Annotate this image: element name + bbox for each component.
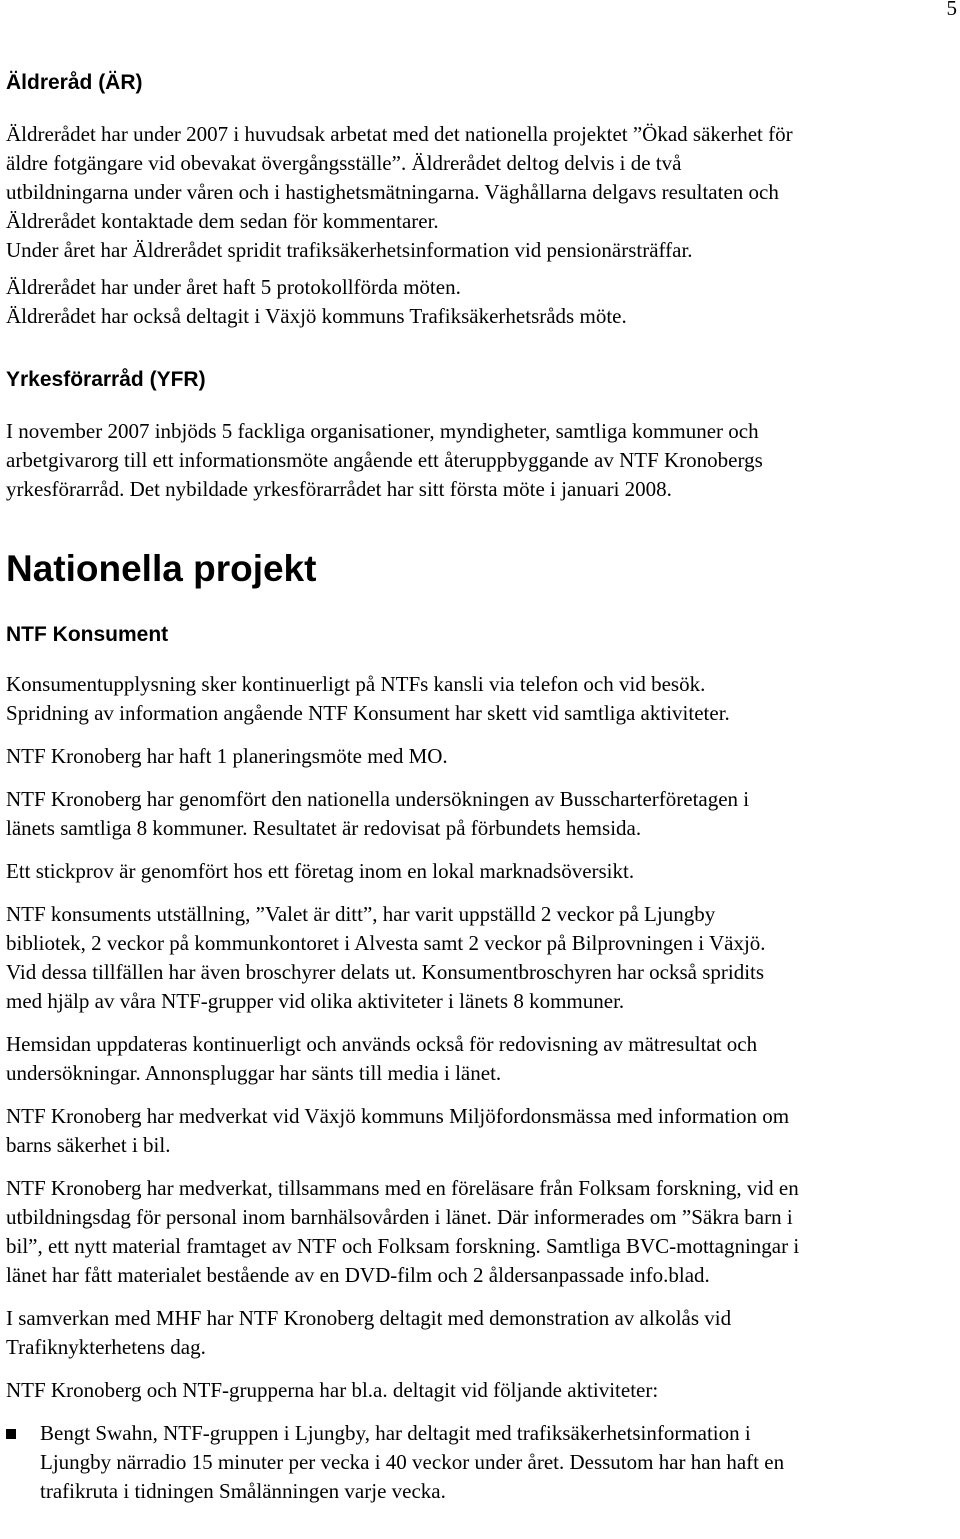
- text-line: äldre fotgängare vid obevakat övergångsställe”. Äldrerådet deltog delvis i de två: [6, 151, 682, 175]
- paragraph-konsument-1: [6, 670, 958, 728]
- text-line: länet har fått materialet bestående av en DVD-film och 2 åldersanpassade info.blad.: [6, 1263, 710, 1287]
- text-line: NTF konsuments utställning, ”Valet är ditt”, har varit uppställd 2 veckor på Ljungby: [6, 902, 716, 926]
- text-line: bil”, ett nytt material framtaget av NTF och Folksam forskning. Samtliga BVC-mottagningar i: [6, 1234, 800, 1258]
- text-line: NTF Kronoberg har genomfört den nationella undersökningen av Busscharterföretagen i: [6, 787, 750, 811]
- text-line: yrkesförarråd. Det nybildade yrkesförarrådet har sitt första möte i januari 2008.: [6, 477, 672, 501]
- text-line: Äldrerådet har också deltagit i Växjö kommuns Trafiksäkerhetsråds möte.: [6, 304, 627, 328]
- text-line: NTF Kronoberg och NTF-grupperna har bl.a. deltagit vid följande aktiviteter:: [6, 1378, 659, 1402]
- paragraph-konsument-7: [6, 1102, 958, 1160]
- text-line: Äldrerådet har under 2007 i huvudsak arbetat med det nationella projektet ”Ökad säkerhet för: [6, 122, 793, 146]
- list-item: [6, 1419, 958, 1506]
- text-line: I november 2007 inbjöds 5 fackliga organisationer, myndigheter, samtliga kommuner och: [6, 419, 759, 443]
- text-line: Äldrerådet har under året haft 5 protokollförda möten.: [6, 275, 461, 299]
- paragraph-konsument-4: [6, 857, 958, 886]
- paragraph-aldrerad-2: [6, 273, 958, 331]
- text-line: utbildningarna under våren och i hastighetsmätningarna. Väghållarna delgavs resultaten och: [6, 180, 779, 204]
- heading-ntf-konsument: NTF Konsument: [6, 623, 169, 646]
- text-line: Trafiknykterhetens dag.: [6, 1335, 206, 1359]
- text-line: bibliotek, 2 veckor på kommunkontoret i Alvesta samt 2 veckor på Bilprovningen i Växjö.: [6, 931, 766, 955]
- text-line: trafikruta i tidningen Smålänningen varje vecka.: [40, 1479, 446, 1503]
- heading-nationella-projekt: Nationella projekt: [6, 548, 317, 589]
- text-line: med hjälp av våra NTF-grupper vid olika aktiviteter i länets 8 kommuner.: [6, 989, 625, 1013]
- text-line: Spridning av information angående NTF Konsument har skett vid samtliga aktiviteter.: [6, 701, 730, 725]
- text-line: utbildningsdag för personal inom barnhälsovården i länet. Där informerades om ”Säkra barn i: [6, 1205, 793, 1229]
- activity-list: [6, 1419, 958, 1506]
- text-line: NTF Kronoberg har medverkat vid Växjö kommuns Miljöfordonsmässa med information om: [6, 1104, 790, 1128]
- paragraph-konsument-10: [6, 1376, 958, 1405]
- text-line: Konsumentupplysning sker kontinuerligt på NTFs kansli via telefon och vid besök.: [6, 672, 706, 696]
- paragraph-yrkesforarrad: [6, 417, 958, 504]
- text-line: Äldrerådet kontaktade dem sedan för kommentarer.: [6, 209, 439, 233]
- text-line: Ett stickprov är genomfört hos ett företag inom en lokal marknadsöversikt.: [6, 859, 635, 883]
- text-line: arbetgivarorg till ett informationsmöte angående ett återuppbyggande av NTF Kronobergs: [6, 448, 763, 472]
- text-line: länets samtliga 8 kommuner. Resultatet är redovisat på förbundets hemsida.: [6, 816, 642, 840]
- paragraph-konsument-9: [6, 1304, 958, 1362]
- text-line: Bengt Swahn, NTF-gruppen i Ljungby, har deltagit med trafiksäkerhetsinformation i: [40, 1421, 751, 1445]
- paragraph-konsument-8: [6, 1174, 958, 1290]
- text-line: Ljungby närradio 15 minuter per vecka i 40 veckor under året. Dessutom har han haft en: [40, 1450, 785, 1474]
- text-line: NTF Kronoberg har medverkat, tillsammans med en föreläsare från Folksam forskning, vid en: [6, 1176, 799, 1200]
- page-number: 5: [946, 0, 957, 20]
- text-line: undersökningar. Annonspluggar har sänts till media i länet.: [6, 1061, 502, 1085]
- text-line: I samverkan med MHF har NTF Kronoberg deltagit med demonstration av alkolås vid: [6, 1306, 732, 1330]
- paragraph-konsument-2: [6, 742, 958, 771]
- page-content: [6, 62, 958, 1506]
- square-bullet-icon: [6, 1429, 16, 1439]
- heading-aldrerad: Äldreråd (ÄR): [6, 71, 143, 94]
- text-line: NTF Kronoberg har haft 1 planeringsmöte med MO.: [6, 744, 448, 768]
- paragraph-konsument-3: [6, 785, 958, 843]
- paragraph-konsument-5: [6, 900, 958, 1016]
- text-line: Under året har Äldrerådet spridit trafiksäkerhetsinformation vid pensionärsträffar.: [6, 238, 693, 262]
- paragraph-konsument-6: [6, 1030, 958, 1088]
- heading-yrkesforarrad: Yrkesförarråd (YFR): [6, 368, 206, 391]
- text-line: barns säkerhet i bil.: [6, 1133, 171, 1157]
- text-line: Hemsidan uppdateras kontinuerligt och används också för redovisning av mätresultat och: [6, 1032, 758, 1056]
- text-line: Vid dessa tillfällen har även broschyrer delats ut. Konsumentbroschyren har också spridits: [6, 960, 765, 984]
- paragraph-aldrerad-1: [6, 120, 958, 265]
